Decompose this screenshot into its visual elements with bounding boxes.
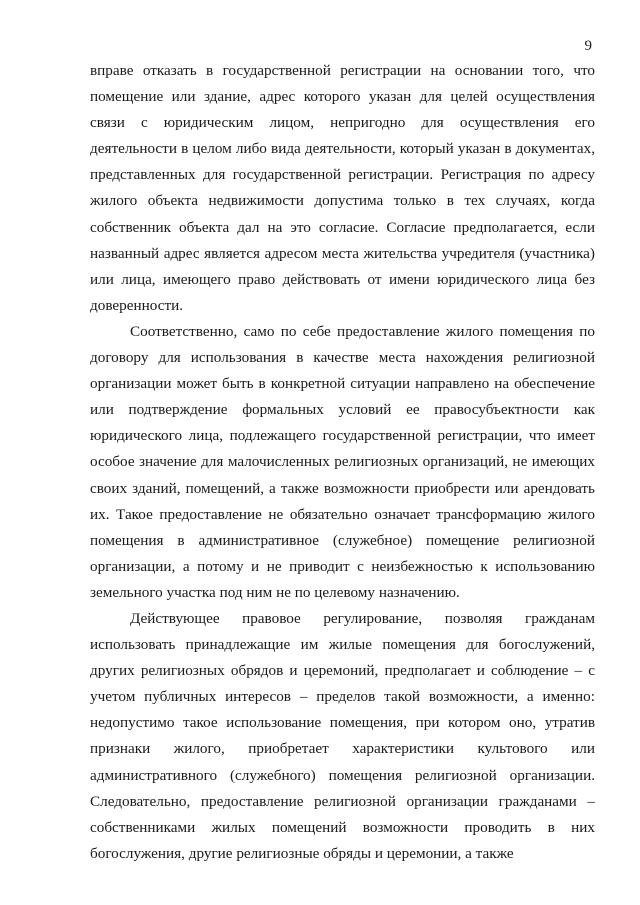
paragraph: Соответственно, само по себе предоставление жилого помещения по договору для использования в качестве места нахождения религиозной организации может быть в конкретной ситуации направлено на обеспечение или подтверждение формальных условий ее правосубъектности как юридического лица, подлежащего государственной регистрации, что имеет особое значение для малочисленных религиозных организаций, не имеющих своих зданий, помещений, а также возможности приобрести или арендовать их. Такое предоставление не обязательно означает трансформацию жилого помещения в административное (служебное) помещение религиозной организации, а потому и не приводит с неизбежностью к использованию земельного участка под ним не по целевому назначению. [90,322,595,601]
document-body [90,58,595,867]
paragraph: Действующее правовое регулирование, позволяя гражданам использовать принадлежащие им жилые помещения для богослужений, других религиозных обрядов и церемоний, предполагает и соблюдение – с учетом публичных интересов – пределов такой возможности, а именно: недопустимо такое использование помещения, при котором оно, утратив признаки жилого, приобретает характеристики культового или административного (служебного) помещения религиозной организации. Следовательно, предоставление религиозной организации гражданами – собственниками жилых помещений возможности проводить в них богослужения, другие религиозные обряды и церемонии, а также [90,609,595,862]
page-number: 9 [584,38,592,54]
paragraph-continuation: вправе отказать в государственной регистрации на основании того, что помещение или здание, адрес которого указан для целей осуществления связи с юридическим лицом, непригодно для осуществления его деятельности в целом либо вида деятельности, который указан в документах, представленных для государственной регистрации. Регистрация по адресу жилого объекта недвижимости допустима только в тех случаях, когда собственник объекта дал на это согласие. Согласие предполагается, если названный адрес является адресом места жительства учредителя (участника) или лица, имеющего право действовать от имени юридического лица без доверенности. [90,62,595,314]
